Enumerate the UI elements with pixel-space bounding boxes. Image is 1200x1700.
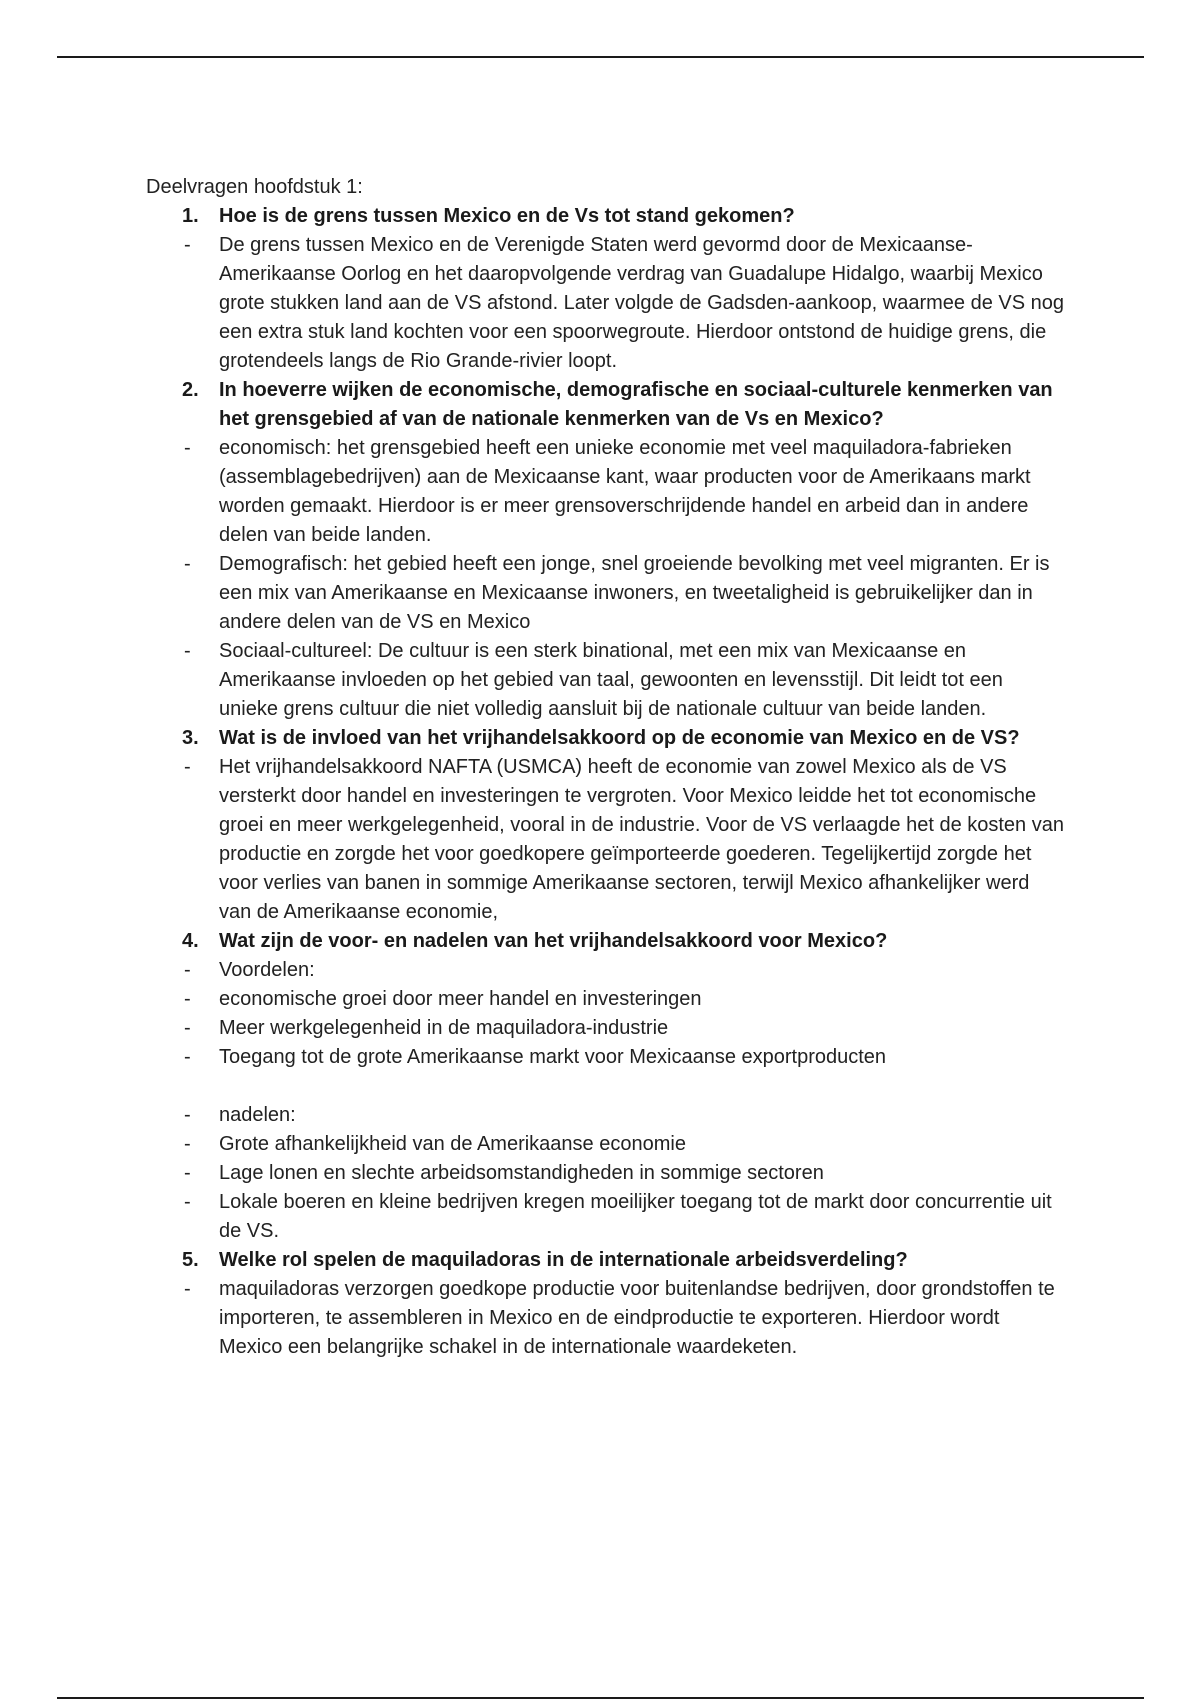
blank-line xyxy=(146,1072,1066,1101)
bullet-dash: - xyxy=(184,756,191,778)
top-horizontal-rule xyxy=(57,56,1144,58)
bullet-dash: - xyxy=(184,1017,191,1039)
bullet-dash: - xyxy=(184,959,191,981)
bullet-item xyxy=(146,550,1066,637)
bullet-dash: - xyxy=(184,1278,191,1300)
question-1 xyxy=(146,202,1066,231)
bullet-item xyxy=(146,434,1066,550)
bullet-dash: - xyxy=(184,437,191,459)
bottom-horizontal-rule xyxy=(57,1697,1144,1699)
question-number: 2. xyxy=(182,379,199,401)
bullet-text: Lokale boeren en kleine bedrijven kregen moeilijker toegang tot de markt door concurrentie uit de VS. xyxy=(219,1191,1052,1242)
bullet-text: economisch: het grensgebied heeft een unieke economie met veel maquiladora-fabrieken (assemblagebedrijven) aan de Mexicaanse kant, waar producten voor de Amerikaans markt worden gemaakt. Hierdoor is er meer grensoverschrijdende handel en arbeid dan in andere delen van beide landen. xyxy=(219,437,1031,546)
bullet-text: Demografisch: het gebied heeft een jonge, snel groeiende bevolking met veel migranten. Er is een mix van Amerikaanse en Mexicaanse inwoners, en tweetaligheid is gebruikelijker dan in andere delen van de VS en Mexico xyxy=(219,553,1050,633)
bullet-item xyxy=(146,1159,1066,1188)
bullet-dash: - xyxy=(184,1133,191,1155)
document-body xyxy=(146,173,1066,1362)
question-number: 4. xyxy=(182,930,199,952)
question-number: 5. xyxy=(182,1249,199,1271)
advantages-label: Voordelen: xyxy=(219,959,315,981)
question-title: In hoeverre wijken de economische, demografische en sociaal-culturele kenmerken van het grensgebied af van de nationale kenmerken van de Vs en Mexico? xyxy=(219,379,1053,430)
question-title: Wat zijn de voor- en nadelen van het vrijhandelsakkoord voor Mexico? xyxy=(219,930,888,952)
bullet-text: Lage lonen en slechte arbeidsomstandigheden in sommige sectoren xyxy=(219,1162,824,1184)
bullet-item xyxy=(146,1188,1066,1246)
question-3 xyxy=(146,724,1066,753)
disadvantages-label: nadelen: xyxy=(219,1104,296,1126)
bullet-dash: - xyxy=(184,234,191,256)
bullet-dash: - xyxy=(184,1162,191,1184)
bullet-item xyxy=(146,1130,1066,1159)
bullet-item xyxy=(146,956,1066,985)
bullet-dash: - xyxy=(184,553,191,575)
question-number: 1. xyxy=(182,205,199,227)
bullet-dash: - xyxy=(184,988,191,1010)
question-title: Wat is de invloed van het vrijhandelsakkoord op de economie van Mexico en de VS? xyxy=(219,727,1020,749)
bullet-text: De grens tussen Mexico en de Verenigde Staten werd gevormd door de Mexicaanse-Amerikaanse Oorlog en het daaropvolgende verdrag van Guadalupe Hidalgo, waarbij Mexico grote stukken land aan de VS afstond. Later volgde de Gadsden-aankoop, waarmee de VS nog een extra stuk land kochten voor een spoorwegroute. Hierdoor ontstond de huidige grens, die grotendeels langs de Rio Grande-rivier loopt. xyxy=(219,234,1065,372)
document-heading: Deelvragen hoofdstuk 1: xyxy=(146,176,363,198)
bullet-dash: - xyxy=(184,1104,191,1126)
bullet-item xyxy=(146,1014,1066,1043)
bullet-item xyxy=(146,637,1066,724)
bullet-text: Grote afhankelijkheid van de Amerikaanse economie xyxy=(219,1133,686,1155)
bullet-dash: - xyxy=(184,1046,191,1068)
bullet-item xyxy=(146,1275,1066,1362)
bullet-dash: - xyxy=(184,1191,191,1213)
bullet-dash: - xyxy=(184,640,191,662)
bullet-text: Toegang tot de grote Amerikaanse markt voor Mexicaanse exportproducten xyxy=(219,1046,887,1068)
bullet-text: economische groei door meer handel en investeringen xyxy=(219,988,702,1010)
bullet-item xyxy=(146,753,1066,927)
bullet-item xyxy=(146,1043,1066,1072)
question-5 xyxy=(146,1246,1066,1275)
bullet-item xyxy=(146,231,1066,376)
bullet-text: Het vrijhandelsakkoord NAFTA (USMCA) heeft de economie van zowel Mexico als de VS versterkt door handel en investeringen te vergroten. Voor Mexico leidde het tot economische groei en meer werkgelegenheid, vooral in de industrie. Voor de VS verlaagde het de kosten van productie en zorgde het voor goedkopere geïmporteerde goederen. Tegelijkertijd zorgde het voor verlies van banen in sommige Amerikaanse sectoren, terwijl Mexico afhankelijker werd van de Amerikaanse economie, xyxy=(219,756,1064,923)
question-title: Welke rol spelen de maquiladoras in de internationale arbeidsverdeling? xyxy=(219,1249,908,1271)
bullet-item xyxy=(146,985,1066,1014)
bullet-text: Sociaal-cultureel: De cultuur is een sterk binational, met een mix van Mexicaanse en Amerikaanse invloeden op het gebied van taal, gewoonten en levensstijl. Dit leidt tot een unieke grens cultuur die niet volledig aansluit bij de nationale cultuur van beide landen. xyxy=(219,640,1003,720)
question-title: Hoe is de grens tussen Mexico en de Vs tot stand gekomen? xyxy=(219,205,795,227)
bullet-text: maquiladoras verzorgen goedkope productie voor buitenlandse bedrijven, door grondstoffen te importeren, te assembleren in Mexico en de eindproductie te exporteren. Hierdoor wordt Mexico een belangrijke schakel in de internationale waardeketen. xyxy=(219,1278,1055,1358)
question-4 xyxy=(146,927,1066,956)
question-number: 3. xyxy=(182,727,199,749)
bullet-item xyxy=(146,1101,1066,1130)
question-2 xyxy=(146,376,1066,434)
bullet-text: Meer werkgelegenheid in de maquiladora-industrie xyxy=(219,1017,669,1039)
